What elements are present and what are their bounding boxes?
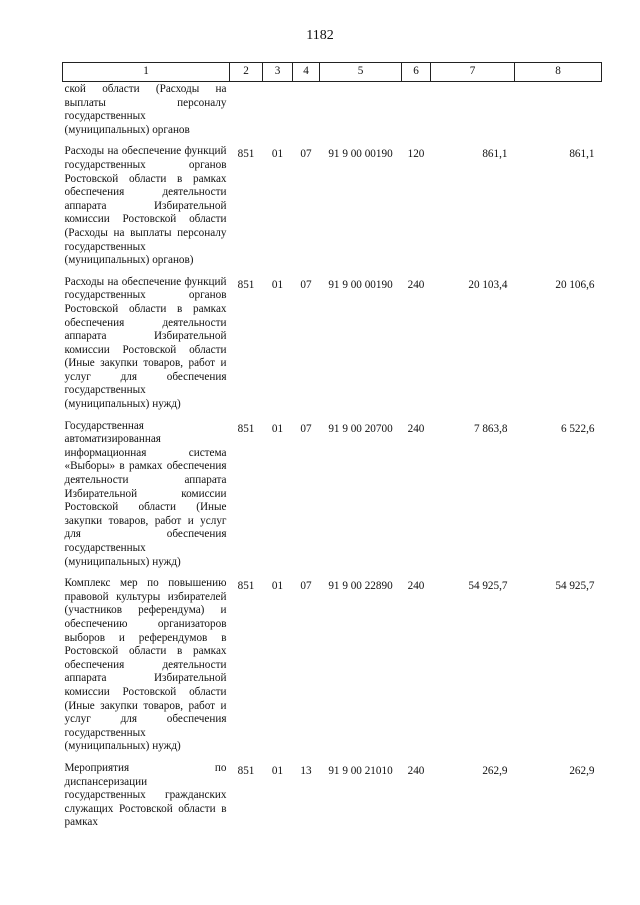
cell-ministry: [230, 82, 263, 145]
cell-section: 01: [271, 148, 284, 161]
column-header: 4: [293, 63, 320, 82]
cell-expense-type: 240: [407, 278, 425, 291]
cell-expense-type: 240: [407, 422, 425, 435]
cell-amount-2: 54 925,7: [555, 580, 595, 593]
cell-ministry: 851: [237, 148, 255, 161]
table-row: [63, 82, 602, 145]
cell-ministry: 851: [237, 278, 255, 291]
cell-target-article: 91 9 00 20700: [328, 422, 393, 435]
cell-amount-1: 262,9: [482, 764, 508, 777]
cell-expense-type: 120: [407, 148, 425, 161]
row-description: Расходы на обеспечение функций государственных органов Ростовской области в рамках обеспечения деятельности аппарата Избирательной комиссии Ростовской области (Расходы на выплаты персоналу государственных (муниципальных) органов): [64, 145, 227, 267]
cell-ministry: 851: [237, 580, 255, 593]
cell-subsection: [293, 82, 320, 145]
table-row: [63, 419, 602, 577]
cell-amount-1: 7 863,8: [473, 422, 508, 435]
table-row: [63, 275, 602, 419]
cell-amount-2: 262,9: [569, 764, 595, 777]
column-header: 1: [63, 63, 230, 82]
cell-expense-type: 240: [407, 580, 425, 593]
column-header: 6: [402, 63, 431, 82]
row-description: Государственная автоматизированная информационная система «Выборы» в рамках обеспечения деятельности аппарата Избирательной комиссии Ростовской области (Иные закупки товаров, работ и услуг для обеспечения государственных (муниципальных) нужд): [64, 419, 227, 568]
budget-table: [62, 62, 602, 830]
cell-section: 01: [271, 422, 284, 435]
cell-section: [263, 82, 293, 145]
cell-ministry: 851: [237, 764, 255, 777]
column-header: 3: [263, 63, 293, 82]
cell-section: 01: [271, 580, 284, 593]
cell-ministry: 851: [237, 422, 255, 435]
row-description: Комплекс мер по повышению правовой культуры избирателей (участников референдума) и обеспечению организаторов выборов и референдумов в Ростовской области в рамках обеспечения деятельности аппарата Избирательной комиссии Ростовской области (Иные закупки товаров, работ и услуг для обеспечения государственных (муниципальных) нужд): [64, 577, 227, 753]
cell-section: 01: [271, 278, 284, 291]
cell-amount-1: 20 103,4: [468, 278, 508, 291]
cell-target-article: 91 9 00 00190: [328, 278, 393, 291]
cell-amount-2: 861,1: [569, 148, 595, 161]
column-header: 2: [230, 63, 263, 82]
cell-amount-1: 861,1: [482, 148, 508, 161]
column-header: 5: [320, 63, 402, 82]
cell-target-article: 91 9 00 21010: [328, 764, 393, 777]
table-row: [63, 761, 602, 830]
cell-amount-2: [515, 82, 602, 145]
page-number: 1182: [306, 28, 334, 43]
row-description: Расходы на обеспечение функций государственных органов Ростовской области в рамках обеспечения деятельности аппарата Избирательной комиссии Ростовской области (Иные закупки товаров, работ и услуг для обеспечения государственных (муниципальных) нужд): [64, 275, 227, 411]
table-header-row: [63, 63, 602, 82]
cell-expense-type: [402, 82, 431, 145]
cell-subsection: 07: [300, 580, 312, 593]
cell-subsection: 07: [300, 278, 312, 291]
cell-subsection: 07: [300, 148, 312, 161]
cell-amount-2: 6 522,6: [560, 422, 595, 435]
row-description: Мероприятия по диспансеризации государственных гражданских служащих Ростовской области в рамках: [64, 761, 227, 829]
column-header: 8: [515, 63, 602, 82]
cell-amount-1: [431, 82, 515, 145]
table-row: [63, 144, 602, 274]
table-row: [63, 576, 602, 761]
row-description: ской области (Расходы на выплаты персоналу государственных (муниципальных) органов: [64, 83, 227, 136]
cell-subsection: 13: [300, 764, 312, 777]
cell-subsection: 07: [300, 422, 312, 435]
cell-amount-1: 54 925,7: [468, 580, 508, 593]
cell-expense-type: 240: [407, 764, 425, 777]
cell-section: 01: [271, 764, 284, 777]
cell-target-article: [320, 82, 402, 145]
cell-target-article: 91 9 00 00190: [328, 148, 393, 161]
cell-amount-2: 20 106,6: [555, 278, 595, 291]
cell-target-article: 91 9 00 22890: [328, 580, 393, 593]
column-header: 7: [431, 63, 515, 82]
